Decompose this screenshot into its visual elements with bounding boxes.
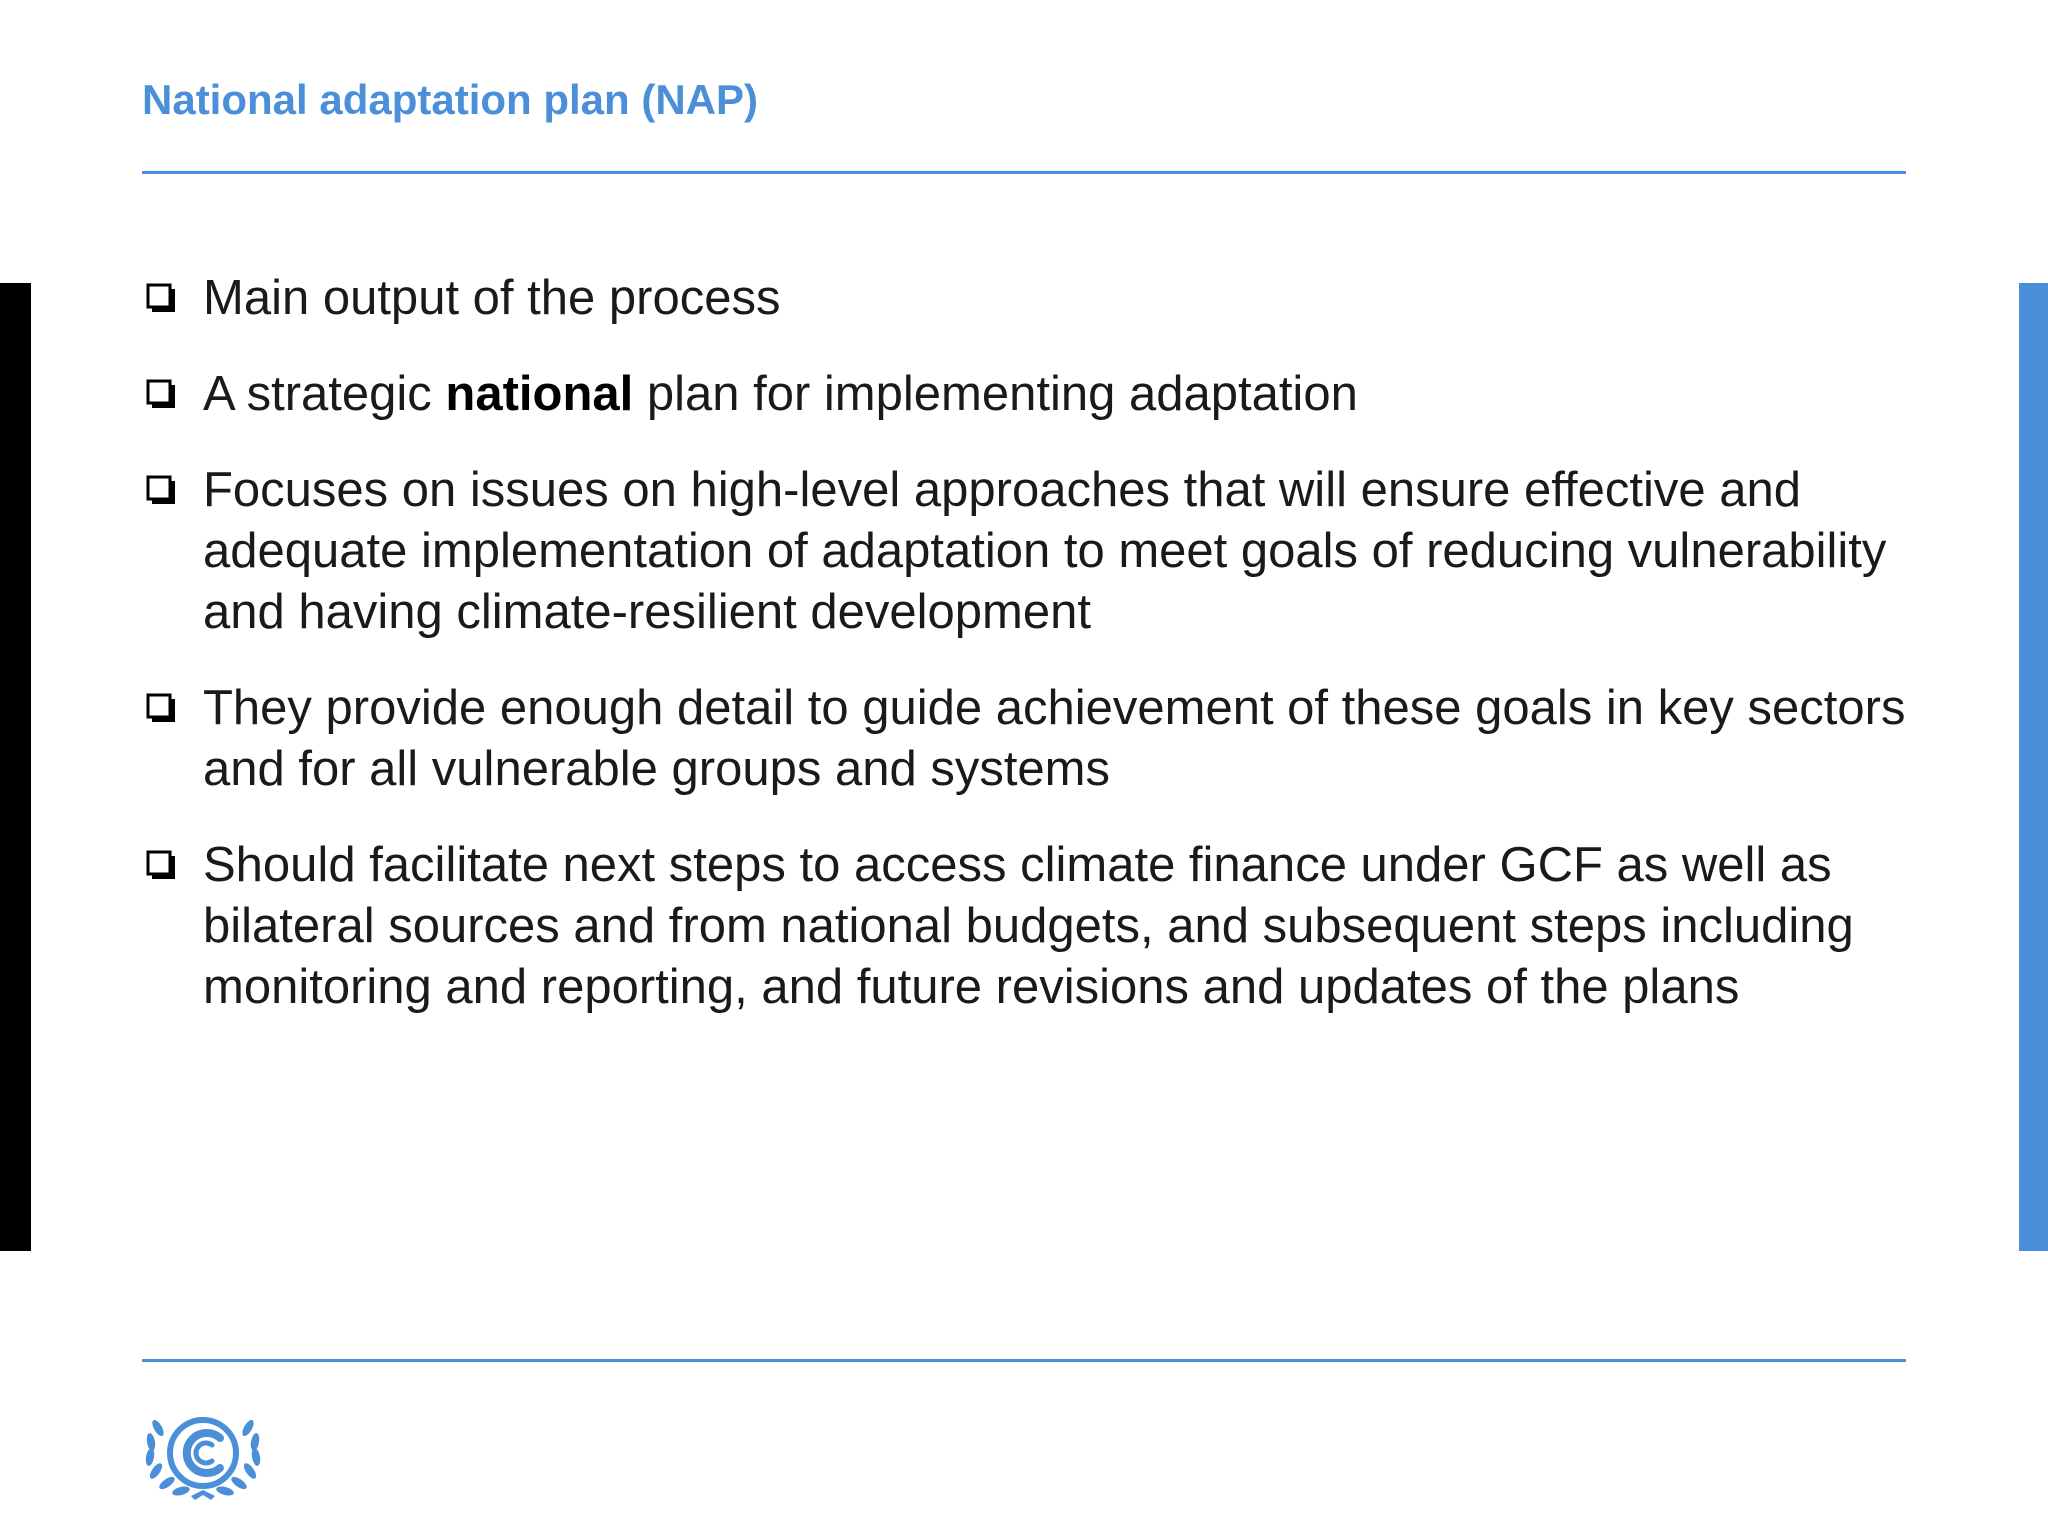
- bullet-item: [142, 364, 1932, 425]
- title-divider: [142, 171, 1906, 174]
- bullet-item: [142, 678, 1932, 800]
- footer-divider: [142, 1359, 1906, 1362]
- left-edge-bar: [0, 283, 31, 1251]
- bullet-text: Should facilitate next steps to access climate finance under GCF as well as bilateral sources and from national budgets, and subsequent steps including monitoring and reporting, and future revisions and updates of the plans: [203, 838, 1854, 1014]
- slide-title: National adaptation plan (NAP): [142, 76, 759, 123]
- bullet-text: A strategic: [203, 367, 446, 421]
- bullet-item: [142, 268, 1932, 329]
- checkbox-icon: [146, 850, 178, 882]
- unfccc-logo-icon: [136, 1398, 270, 1504]
- bullet-text-tail: plan for implementing adaptation: [633, 367, 1358, 421]
- bullet-item: [142, 835, 1932, 1018]
- bullet-text: Focuses on issues on high-level approaches that will ensure effective and adequate implementation of adaptation to meet goals of reducing vulnerability and having climate-resilient development: [203, 463, 1887, 639]
- checkbox-icon: [146, 475, 178, 507]
- bullet-list: [142, 268, 1932, 1053]
- checkbox-icon: [146, 693, 178, 725]
- bullet-item: [142, 460, 1932, 643]
- bullet-text-bold: national: [445, 367, 634, 421]
- right-edge-bar: [2019, 283, 2048, 1251]
- checkbox-icon: [146, 283, 178, 315]
- bullet-text: They provide enough detail to guide achievement of these goals in key sectors and for all vulnerable groups and systems: [203, 681, 1906, 796]
- checkbox-icon: [146, 379, 178, 411]
- bullet-text: Main output of the process: [203, 271, 781, 325]
